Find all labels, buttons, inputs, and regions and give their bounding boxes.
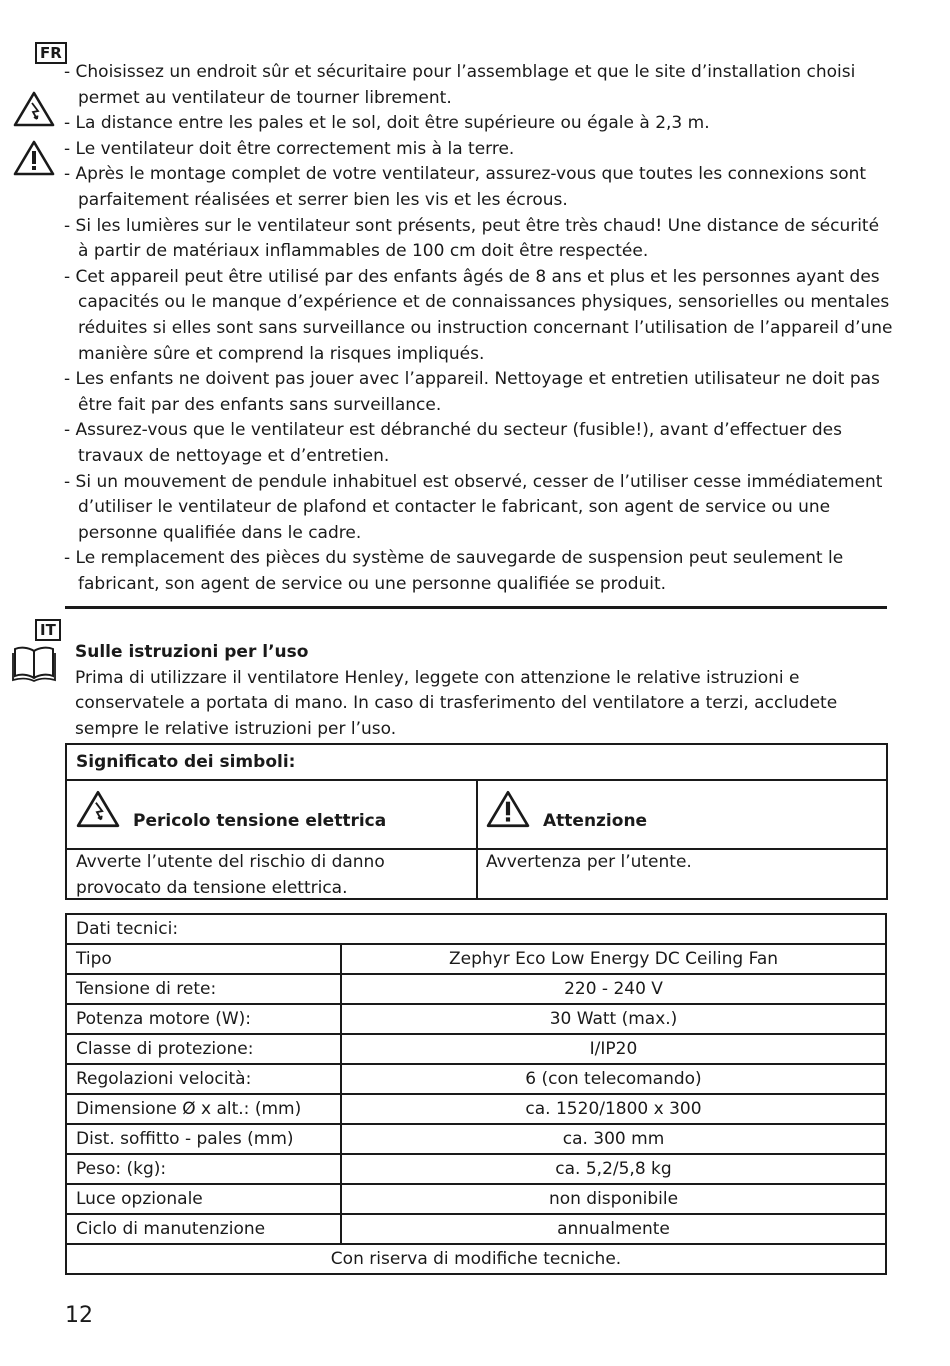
table-row: [66, 1244, 886, 1274]
intro-paragraph: Prima di utilizzare il ventilatore Henley, leggete con attenzione le relative istruzioni e conservatele a portata di mano. In caso di trasferimento del ventilatore a terzi, accludete sempre le relative istruzioni per l’uso.: [75, 667, 838, 739]
tech-label: Tensione di rete:: [66, 974, 341, 1004]
warning-icon: [485, 789, 531, 829]
list-item: - Assurez-vous que le ventilateur est débranché du secteur (fusible!), avant d’effectuer des travaux de nettoyage et d’entretien.: [64, 420, 842, 466]
list-item: - La distance entre les pales et le sol, doit être supérieure ou égale à 2,3 m.: [64, 113, 710, 134]
tech-value: I/IP20: [341, 1034, 886, 1064]
list-item: - Le ventilateur doit être correctement mis à la terre.: [64, 138, 515, 159]
table-row: [66, 914, 886, 944]
table-row: [66, 1034, 886, 1064]
tech-value: ca. 1520/1800 x 300: [341, 1094, 886, 1124]
symbols-heading: Significato dei simboli:: [67, 745, 886, 781]
symbol-title-warning: Attenzione: [543, 811, 648, 831]
tech-value: Zephyr Eco Low Energy DC Ceiling Fan: [341, 944, 886, 974]
warning-icon: [12, 139, 56, 177]
list-item: - Si les lumières sur le ventilateur sont présents, peut être très chaud! Une distance de sécurité à partir de matériaux inflammables de 100 cm doit être respectée.: [64, 215, 880, 262]
table-row: [66, 1214, 886, 1244]
tech-label: Classe di protezione:: [66, 1034, 341, 1064]
table-row: [66, 1184, 886, 1214]
tech-footer: Con riserva di modifiche tecniche.: [66, 1244, 886, 1274]
list-item: - Les enfants ne doivent pas jouer avec l’appareil. Nettoyage et entretien utilisateur ne doit pas être fait par des enfants sans surveillance.: [64, 369, 880, 415]
tech-label: Tipo: [66, 944, 341, 974]
tech-label: Potenza motore (W):: [66, 1004, 341, 1034]
section-heading: Sulle istruzioni per l’uso: [75, 642, 309, 662]
tech-value: annualmente: [341, 1214, 886, 1244]
it-intro-section: [75, 640, 890, 742]
open-book-icon: [11, 645, 57, 683]
tech-value: ca. 5,2/5,8 kg: [341, 1154, 886, 1184]
tech-heading: Dati tecnici:: [66, 914, 886, 944]
tech-label: Ciclo di manutenzione: [66, 1214, 341, 1244]
tech-label: Regolazioni velocità:: [66, 1064, 341, 1094]
tech-label: Dimensione Ø x alt.: (mm): [66, 1094, 341, 1124]
table-row: [66, 1064, 886, 1094]
list-item: - Choisissez un endroit sûr et sécuritaire pour l’assemblage et que le site d’installation choisi permet au ventilateur de tourner librement.: [64, 62, 856, 108]
table-row: [66, 1124, 886, 1154]
electric-hazard-icon: [12, 90, 56, 128]
tech-value: 6 (con telecomando): [341, 1064, 886, 1094]
list-item: - Cet appareil peut être utilisé par des enfants âgés de 8 ans et plus et les personnes ayant des capacités ou le manque d’expérience et de connaissances physiques, sensorielles ou mentales réduites si elles sont sans surveillance ou instruction concernant l’utilisation de l’appareil d’une manière sûre et comprend la risques impliqués.: [64, 266, 893, 364]
tech-value: 30 Watt (max.): [341, 1004, 886, 1034]
section-divider: [65, 606, 887, 609]
symbol-title-electric: Pericolo tensione elettrica: [133, 811, 387, 831]
table-row: [66, 1004, 886, 1034]
tech-value: non disponibile: [341, 1184, 886, 1214]
list-item: - Le remplacement des pièces du système de sauvegarde de suspension peut seulement le fabricant, son agent de service ou une personne qualifiée se produit.: [64, 548, 844, 594]
list-item: - Si un mouvement de pendule inhabituel est observé, cesser de l’utiliser cesse immédiatement d’utiliser le ventilateur de plafond et contacter le fabricant, son agent de service ou une personne qualifiée dans le cadre.: [64, 471, 883, 543]
tech-label: Dist. soffitto - pales (mm): [66, 1124, 341, 1154]
table-row: [66, 974, 886, 1004]
symbol-desc-electric: Avverte l’utente del rischio di danno provocato da tensione elettrica.: [76, 852, 385, 898]
tech-label: Luce opzionale: [66, 1184, 341, 1214]
table-row: [66, 1094, 886, 1124]
language-tag-it: IT: [35, 619, 61, 641]
table-row: [66, 944, 886, 974]
symbols-table: [65, 743, 888, 900]
symbol-desc-warning: Avvertenza per l’utente.: [486, 852, 692, 872]
fr-safety-list: [64, 60, 894, 597]
electric-hazard-icon: [75, 789, 121, 829]
tech-value: ca. 300 mm: [341, 1124, 886, 1154]
tech-value: 220 - 240 V: [341, 974, 886, 1004]
language-tag-fr: FR: [35, 42, 67, 64]
tech-data-table: [65, 913, 887, 1275]
tech-label: Peso: (kg):: [66, 1154, 341, 1184]
table-row: [66, 1154, 886, 1184]
list-item: - Après le montage complet de votre ventilateur, assurez-vous que toutes les connexions sont parfaitement réalisées et serrer bien les vis et les écrous.: [64, 164, 867, 210]
page-number: 12: [65, 1303, 93, 1328]
